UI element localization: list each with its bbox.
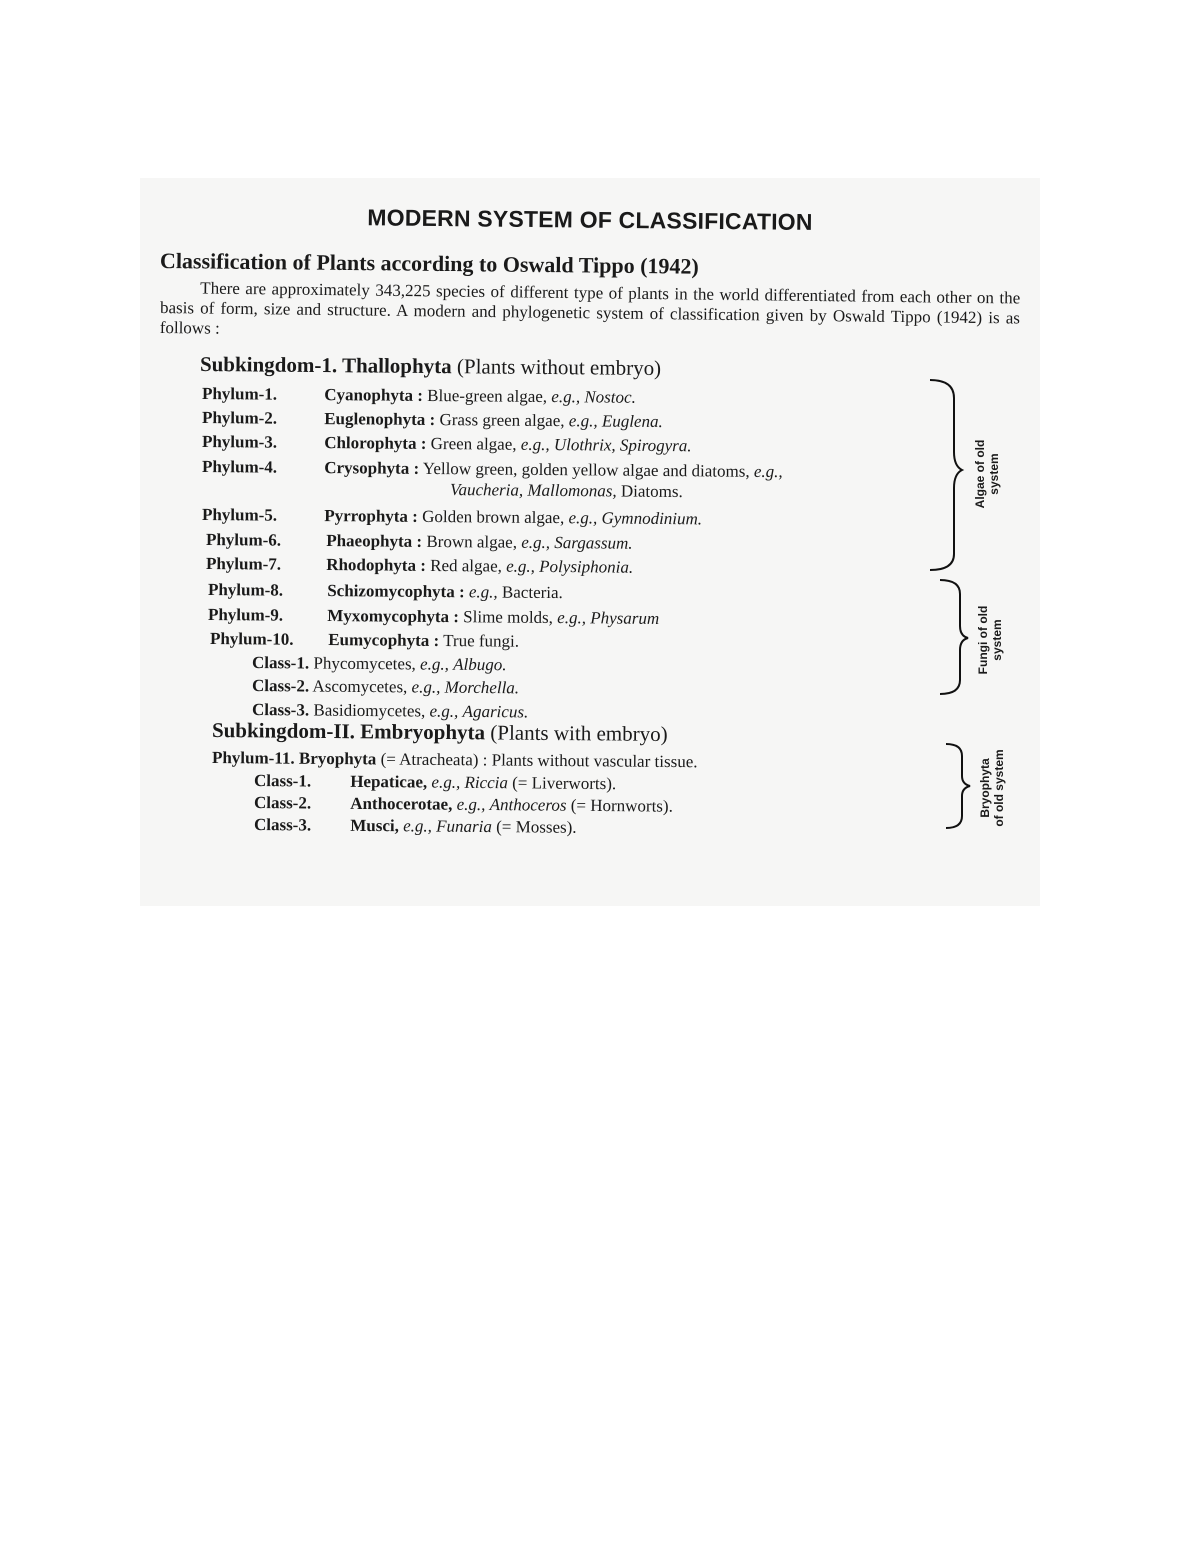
phylum-row: Phylum-7. Rhodophyta : Red algae, e.g., Polysiphonia. — [205, 554, 634, 577]
page-title: MODERN SYSTEM OF CLASSIFICATION — [367, 204, 813, 235]
subkingdom-1-note: (Plants without embryo) — [456, 354, 662, 381]
phylum-row-continued: Vaucheria, Mallomonas, Diatoms. — [449, 480, 683, 502]
phylum-row: Phylum-1. Cyanophyta : Blue-green algae, e.g., Nostoc. — [201, 384, 636, 407]
class-row: Class-1. Hepaticae, e.g., Riccia (= Liverworts). — [253, 771, 617, 794]
class-row: Class-2. Anthocerotae, e.g., Anthoceros (= Hornworts). — [253, 793, 673, 816]
class-row: Class-2. Ascomycetes, e.g., Morchella. — [251, 676, 520, 698]
subkingdom-1-name: Subkingdom-1. Thallophyta — [199, 352, 452, 379]
fungi-label: Fungi of old system — [976, 605, 1004, 675]
class-row: Class-3. Basidiomycetes, e.g., Agaricus. — [251, 700, 529, 722]
intro-paragraph: There are approximately 343,225 species of different type of plants in the world differentiated from each other on the basis of form, size and structure. A modern and phylogenetic system of classification given by Oswald Tippo (1942) is as follows : — [159, 278, 1021, 338]
phylum-row: Phylum-6. Phaeophyta : Brown algae, e.g., Sargassum. — [205, 530, 633, 553]
algae-brace-icon — [930, 374, 970, 574]
scanned-page — [140, 178, 1040, 906]
section-heading: Classification of Plants according to Oswald Tippo (1942) — [159, 248, 699, 279]
phylum-row: Phylum-2. Euglenophyta : Grass green algae, e.g., Euglena. — [201, 408, 663, 432]
class-row: Class-1. Phycomycetes, e.g., Albugo. — [251, 653, 507, 675]
bryo-brace-icon — [946, 740, 980, 832]
subkingdom-2-note: (Plants with embryo) — [490, 720, 668, 746]
phylum-row: Phylum-5. Pyrrophyta : Golden brown algae, e.g., Gymnodinium. — [201, 505, 703, 529]
phylum-row: Phylum-10. Eumycophyta : True fungi. — [209, 629, 520, 651]
phylum-row: Phylum-8. Schizomycophyta : e.g., Bacteria. — [207, 580, 563, 603]
phylum-row: Phylum-3. Chlorophyta : Green algae, e.g., Ulothrix, Spirogyra. — [201, 432, 692, 456]
bryo-label: Bryophyta of old system — [978, 749, 1006, 827]
fungi-brace-icon — [940, 576, 976, 698]
algae-label: Algae of old system — [973, 439, 1001, 509]
subkingdom-2 — [212, 718, 668, 747]
phylum-row: Phylum-11. Bryophyta (= Atracheata) : Plants without vascular tissue. — [211, 748, 698, 772]
class-row: Class-3. Musci, e.g., Funaria (= Mosses). — [253, 815, 577, 837]
subkingdom-1 — [200, 352, 661, 381]
phylum-row: Phylum-9. Myxomycophyta : Slime molds, e.g., Physarum — [207, 605, 660, 628]
phylum-row: Phylum-4. Crysophyta : Yellow green, golden yellow algae and diatoms, e.g., — [201, 457, 783, 482]
subkingdom-2-name: Subkingdom-II. Embryophyta — [211, 718, 486, 745]
